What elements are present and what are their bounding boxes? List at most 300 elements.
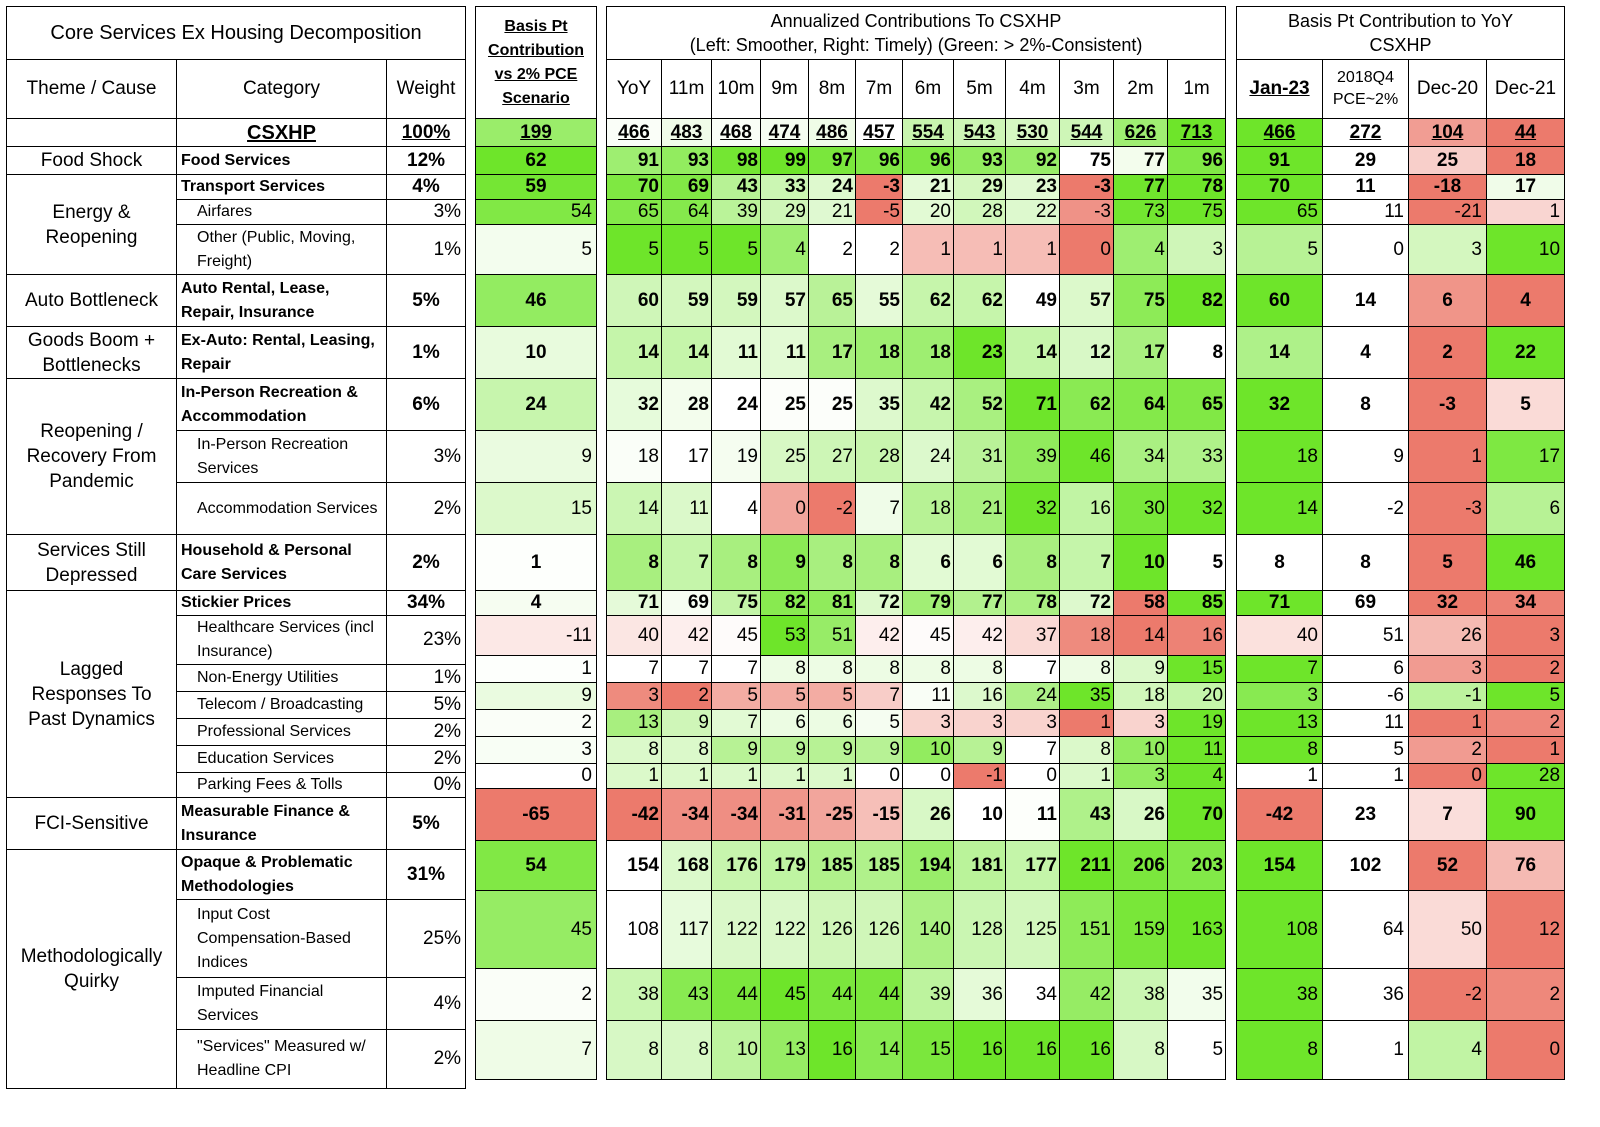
yoy-cell: 6 [1409, 275, 1487, 327]
period-cell: 17 [662, 431, 712, 483]
period-cell: 24 [712, 379, 761, 431]
period-cell: -34 [712, 789, 761, 841]
period-header: 8m [809, 60, 856, 119]
period-cell: 18 [856, 327, 903, 379]
period-cell: 34 [1006, 969, 1060, 1021]
theme-label: FCI-Sensitive [7, 798, 177, 850]
yoy-cell: 36 [1323, 969, 1409, 1021]
table-row [7, 591, 466, 616]
period-cell: 35 [856, 379, 903, 431]
yoy-cell: 71 [1237, 591, 1323, 616]
yoy-cell: 154 [1237, 841, 1323, 891]
period-cell: 0 [1006, 764, 1060, 789]
period-cell: 6 [809, 710, 856, 737]
yoy-cell: 0 [1487, 1021, 1565, 1080]
yoy-cell: 5 [1487, 379, 1565, 431]
period-cell: 35 [1060, 683, 1114, 710]
period-cell: 21 [809, 200, 856, 225]
period-cell: 92 [1006, 147, 1060, 175]
period-cell: 4 [1168, 764, 1226, 789]
period-cell: 2 [856, 225, 903, 275]
period-cell: 44 [712, 969, 761, 1021]
period-cell: 62 [903, 275, 954, 327]
yoy-cell: 3 [1409, 225, 1487, 275]
period-cell: 46 [1060, 431, 1114, 483]
period-cell: 14 [662, 327, 712, 379]
table-row [7, 119, 466, 147]
period-cell: 17 [809, 327, 856, 379]
period-cell: -1 [954, 764, 1006, 789]
yoy-cell: 8 [1323, 379, 1409, 431]
period-cell: 626 [1114, 119, 1168, 147]
category-cell: Healthcare Services (incl Insurance) [177, 616, 387, 665]
yoy-cell: 32 [1409, 591, 1487, 616]
weight-cell: 31% [387, 850, 466, 900]
period-cell: 9 [954, 737, 1006, 764]
period-cell: 206 [1114, 841, 1168, 891]
yoy-col-header: Dec-21 [1487, 60, 1565, 119]
period-cell: -31 [761, 789, 809, 841]
period-cell: 19 [1168, 710, 1226, 737]
yoy-cell: 7 [1237, 656, 1323, 683]
period-cell: 45 [903, 616, 954, 656]
period-cell: 59 [662, 275, 712, 327]
period-cell: 85 [1168, 591, 1226, 616]
period-cell: 42 [856, 616, 903, 656]
period-cell: 23 [1006, 175, 1060, 200]
period-cell: 99 [761, 147, 809, 175]
weight-cell: 100% [387, 119, 466, 147]
yoy-cell: 17 [1487, 431, 1565, 483]
basis-cell: 54 [476, 841, 597, 891]
period-cell: 7 [856, 683, 903, 710]
period-cell: 9 [1114, 656, 1168, 683]
period-cell: 117 [662, 891, 712, 969]
period-cell: 16 [954, 1021, 1006, 1080]
category-cell: Parking Fees & Tolls [177, 773, 387, 798]
table-row [7, 535, 466, 591]
period-cell: 3 [1006, 710, 1060, 737]
basis-cell: 2 [476, 969, 597, 1021]
period-cell: 177 [1006, 841, 1060, 891]
period-cell: 34 [1114, 431, 1168, 483]
table-title: Core Services Ex Housing Decomposition [7, 7, 466, 60]
period-cell: 16 [1168, 616, 1226, 656]
period-cell: 8 [1060, 656, 1114, 683]
annualized-table [606, 6, 1226, 1080]
period-cell: 62 [1060, 379, 1114, 431]
period-cell: 22 [1006, 200, 1060, 225]
period-cell: 194 [903, 841, 954, 891]
period-cell: 0 [1060, 225, 1114, 275]
period-cell: 33 [761, 175, 809, 200]
period-cell: -42 [607, 789, 662, 841]
weight-cell: 2% [387, 483, 466, 535]
period-cell: 91 [607, 147, 662, 175]
weight-cell: 12% [387, 147, 466, 175]
period-cell: 9 [662, 710, 712, 737]
period-cell: 4 [1114, 225, 1168, 275]
basis-cell: 9 [476, 431, 597, 483]
period-cell: 98 [712, 147, 761, 175]
period-cell: 25 [761, 379, 809, 431]
period-cell: 13 [607, 710, 662, 737]
theme-label: Goods Boom + Bottlenecks [7, 327, 177, 379]
period-cell: 8 [809, 535, 856, 591]
period-cell: 96 [1168, 147, 1226, 175]
period-cell: 42 [1060, 969, 1114, 1021]
category-cell: Transport Services [177, 175, 387, 200]
period-cell: 71 [1006, 379, 1060, 431]
theme-header: Theme / Cause [7, 60, 177, 119]
basis-cell: 62 [476, 147, 597, 175]
period-cell: 14 [607, 483, 662, 535]
yoy-cell: 38 [1237, 969, 1323, 1021]
period-cell: 21 [903, 175, 954, 200]
period-cell: 75 [1168, 200, 1226, 225]
period-cell: 1 [1006, 225, 1060, 275]
period-cell: 16 [809, 1021, 856, 1080]
table-row [7, 327, 466, 379]
period-cell: 8 [761, 656, 809, 683]
yoy-cell: 51 [1323, 616, 1409, 656]
yoy-cell: 69 [1323, 591, 1409, 616]
period-cell: 17 [1114, 327, 1168, 379]
category-cell: Ex-Auto: Rental, Leasing, Repair [177, 327, 387, 379]
period-cell: 126 [809, 891, 856, 969]
period-cell: 52 [954, 379, 1006, 431]
period-cell: 211 [1060, 841, 1114, 891]
period-cell: 181 [954, 841, 1006, 891]
period-cell: 530 [1006, 119, 1060, 147]
basis-cell: 199 [476, 119, 597, 147]
period-cell: 6 [761, 710, 809, 737]
period-cell: 159 [1114, 891, 1168, 969]
period-cell: 8 [1114, 1021, 1168, 1080]
period-cell: 26 [1114, 789, 1168, 841]
period-cell: 43 [712, 175, 761, 200]
period-cell: 543 [954, 119, 1006, 147]
period-cell: 14 [607, 327, 662, 379]
basis-header-line: vs 2% PCE [494, 65, 578, 83]
period-cell: 93 [662, 147, 712, 175]
period-header: 5m [954, 60, 1006, 119]
period-cell: 28 [856, 431, 903, 483]
yoy-cell: 8 [1237, 535, 1323, 591]
period-cell: 49 [1006, 275, 1060, 327]
period-cell: 9 [856, 737, 903, 764]
period-cell: 468 [712, 119, 761, 147]
period-cell: 29 [954, 175, 1006, 200]
period-cell: 20 [903, 200, 954, 225]
period-cell: 78 [1006, 591, 1060, 616]
period-cell: 26 [903, 789, 954, 841]
theme-label: Reopening / Recovery From Pandemic [7, 379, 177, 535]
category-cell: Airfares [177, 200, 387, 225]
weight-header: Weight [387, 60, 466, 119]
period-cell: 179 [761, 841, 809, 891]
period-cell: 1 [1060, 710, 1114, 737]
weight-cell: 1% [387, 327, 466, 379]
period-cell: 3 [903, 710, 954, 737]
yoy-cell: 18 [1237, 431, 1323, 483]
yoy-cell: 1 [1323, 1021, 1409, 1080]
period-cell: -25 [809, 789, 856, 841]
period-cell: 185 [856, 841, 903, 891]
period-cell: 5 [712, 225, 761, 275]
yoy-cell: -2 [1323, 483, 1409, 535]
category-cell: In-Person Recreation & Accommodation [177, 379, 387, 431]
category-cell: CSXHP [177, 119, 387, 147]
theme-label: Food Shock [7, 147, 177, 175]
period-cell: 39 [1006, 431, 1060, 483]
period-cell: 7 [712, 710, 761, 737]
period-cell: 10 [1114, 535, 1168, 591]
period-cell: 176 [712, 841, 761, 891]
yoy-table [1236, 6, 1565, 1080]
category-cell: Other (Public, Moving, Freight) [177, 225, 387, 275]
period-cell: 28 [662, 379, 712, 431]
period-cell: 7 [662, 656, 712, 683]
basis-cell: -11 [476, 616, 597, 656]
period-cell: 3 [1168, 225, 1226, 275]
category-cell: Auto Rental, Lease, Repair, Insurance [177, 275, 387, 327]
yoy-cell: 10 [1487, 225, 1565, 275]
period-cell: 1 [954, 225, 1006, 275]
yoy-cell: 6 [1487, 483, 1565, 535]
yoy-cell: 9 [1323, 431, 1409, 483]
yoy-cell: 108 [1237, 891, 1323, 969]
yoy-cell: 52 [1409, 841, 1487, 891]
period-cell: 7 [1006, 656, 1060, 683]
period-cell: 44 [809, 969, 856, 1021]
period-cell: 0 [903, 764, 954, 789]
basis-header-line: Basis Pt [504, 17, 568, 35]
yoy-col-header: 2018Q4 PCE~2% [1323, 60, 1409, 119]
period-header: 2m [1114, 60, 1168, 119]
weight-cell: 5% [387, 798, 466, 850]
period-cell: 40 [607, 616, 662, 656]
period-cell: 5 [662, 225, 712, 275]
basis-cell: 54 [476, 200, 597, 225]
yoy-cell: 11 [1323, 200, 1409, 225]
period-cell: 5 [856, 710, 903, 737]
weight-cell: 1% [387, 665, 466, 692]
period-cell: 28 [954, 200, 1006, 225]
yoy-cell: 64 [1323, 891, 1409, 969]
period-cell: 3 [1114, 764, 1168, 789]
period-cell: -2 [809, 483, 856, 535]
period-cell: 43 [662, 969, 712, 1021]
theme-label: Services Still Depressed [7, 535, 177, 591]
yoy-cell: 65 [1237, 200, 1323, 225]
weight-cell: 6% [387, 379, 466, 431]
basis-cell: -65 [476, 789, 597, 841]
yoy-col-header: Dec-20 [1409, 60, 1487, 119]
period-header: 10m [712, 60, 761, 119]
period-cell: 2 [809, 225, 856, 275]
period-cell: 96 [903, 147, 954, 175]
period-cell: -34 [662, 789, 712, 841]
basis-cell: 0 [476, 764, 597, 789]
period-cell: 55 [856, 275, 903, 327]
period-cell: 5 [761, 683, 809, 710]
table-row [7, 850, 466, 900]
weight-cell: 0% [387, 773, 466, 798]
yoy-header [1237, 7, 1565, 60]
period-cell: 29 [761, 200, 809, 225]
category-cell: Food Services [177, 147, 387, 175]
period-cell: 8 [903, 656, 954, 683]
category-cell: Accommodation Services [177, 483, 387, 535]
yoy-cell: 18 [1487, 147, 1565, 175]
period-cell: 8 [1168, 327, 1226, 379]
basis-cell: 9 [476, 683, 597, 710]
yoy-cell: 28 [1487, 764, 1565, 789]
period-cell: 70 [607, 175, 662, 200]
period-cell: 474 [761, 119, 809, 147]
period-cell: 82 [1168, 275, 1226, 327]
period-header: 11m [662, 60, 712, 119]
yoy-cell: 102 [1323, 841, 1409, 891]
period-cell: 2 [662, 683, 712, 710]
period-cell: -3 [856, 175, 903, 200]
period-cell: 73 [1114, 200, 1168, 225]
theme-label: Energy & Reopening [7, 175, 177, 275]
yoy-cell: -6 [1323, 683, 1409, 710]
yoy-cell: 272 [1323, 119, 1409, 147]
theme-label: Lagged Responses To Past Dynamics [7, 591, 177, 798]
period-cell: 8 [954, 656, 1006, 683]
weight-cell: 25% [387, 900, 466, 978]
period-cell: 7 [856, 483, 903, 535]
period-cell: 8 [856, 535, 903, 591]
period-cell: 203 [1168, 841, 1226, 891]
weight-cell: 4% [387, 978, 466, 1030]
period-cell: 77 [1114, 175, 1168, 200]
period-header: YoY [607, 60, 662, 119]
basis-header-line: Scenario [502, 89, 570, 107]
period-cell: 457 [856, 119, 903, 147]
period-cell: 18 [1060, 616, 1114, 656]
period-cell: 39 [712, 200, 761, 225]
yoy-cell: 8 [1237, 1021, 1323, 1080]
period-cell: 42 [662, 616, 712, 656]
period-cell: 42 [903, 379, 954, 431]
period-cell: 11 [712, 327, 761, 379]
period-cell: 3 [607, 683, 662, 710]
weight-cell: 5% [387, 692, 466, 719]
period-cell: 4 [712, 483, 761, 535]
basis-cell: 1 [476, 656, 597, 683]
period-cell: 19 [712, 431, 761, 483]
category-header: Category [177, 60, 387, 119]
yoy-cell: 22 [1487, 327, 1565, 379]
yoy-cell: 1 [1409, 431, 1487, 483]
table-row [7, 275, 466, 327]
period-cell: 140 [903, 891, 954, 969]
weight-cell: 2% [387, 746, 466, 773]
yoy-cell: 32 [1237, 379, 1323, 431]
table-row [7, 175, 466, 200]
period-cell: 3 [1114, 710, 1168, 737]
period-cell: 15 [903, 1021, 954, 1080]
period-cell: 11 [903, 683, 954, 710]
period-cell: 128 [954, 891, 1006, 969]
yoy-cell: 1 [1237, 764, 1323, 789]
basis-cell: 45 [476, 891, 597, 969]
yoy-cell: 8 [1323, 535, 1409, 591]
period-cell: 75 [712, 591, 761, 616]
period-cell: 8 [1060, 737, 1114, 764]
period-cell: 10 [954, 789, 1006, 841]
period-cell: 7 [607, 656, 662, 683]
yoy-cell: 29 [1323, 147, 1409, 175]
period-cell: 72 [1060, 591, 1114, 616]
period-cell: 5 [1168, 1021, 1226, 1080]
period-cell: 32 [1006, 483, 1060, 535]
yoy-cell: 60 [1237, 275, 1323, 327]
period-cell: 5 [712, 683, 761, 710]
period-cell: 9 [712, 737, 761, 764]
period-cell: 32 [1168, 483, 1226, 535]
theme-label: Methodologically Quirky [7, 850, 177, 1089]
period-cell: 72 [856, 591, 903, 616]
period-cell: 75 [1060, 147, 1114, 175]
period-cell: 9 [761, 737, 809, 764]
yoy-cell: 5 [1487, 683, 1565, 710]
period-cell: 7 [1060, 535, 1114, 591]
yoy-cell: -18 [1409, 175, 1487, 200]
period-cell: 59 [712, 275, 761, 327]
period-header: 1m [1168, 60, 1226, 119]
basis-cell: 10 [476, 327, 597, 379]
weight-cell: 3% [387, 431, 466, 483]
yoy-cell: 2 [1487, 656, 1565, 683]
yoy-cell: 4 [1487, 275, 1565, 327]
period-cell: 14 [1006, 327, 1060, 379]
period-cell: 65 [1168, 379, 1226, 431]
yoy-cell: 6 [1323, 656, 1409, 683]
period-cell: 14 [856, 1021, 903, 1080]
period-cell: 45 [712, 616, 761, 656]
basis-cell: 2 [476, 710, 597, 737]
yoy-cell: 0 [1409, 764, 1487, 789]
yoy-cell: 44 [1487, 119, 1565, 147]
basis-cell: 24 [476, 379, 597, 431]
basis-cell: 59 [476, 175, 597, 200]
yoy-cell: 23 [1323, 789, 1409, 841]
yoy-cell: 46 [1487, 535, 1565, 591]
period-cell: 37 [1006, 616, 1060, 656]
yoy-cell: 76 [1487, 841, 1565, 891]
period-header: 3m [1060, 60, 1114, 119]
theme-label: Auto Bottleneck [7, 275, 177, 327]
period-cell: 6 [903, 535, 954, 591]
period-cell: 70 [1168, 789, 1226, 841]
category-cell: Input Cost Compensation-Based Indices [177, 900, 387, 978]
period-header: 4m [1006, 60, 1060, 119]
period-cell: 126 [856, 891, 903, 969]
period-cell: 18 [903, 327, 954, 379]
period-cell: 185 [809, 841, 856, 891]
yoy-cell: 17 [1487, 175, 1565, 200]
period-cell: 35 [1168, 969, 1226, 1021]
period-cell: 1 [903, 225, 954, 275]
period-cell: 11 [761, 327, 809, 379]
yoy-cell: 14 [1323, 275, 1409, 327]
period-cell: 16 [1006, 1021, 1060, 1080]
